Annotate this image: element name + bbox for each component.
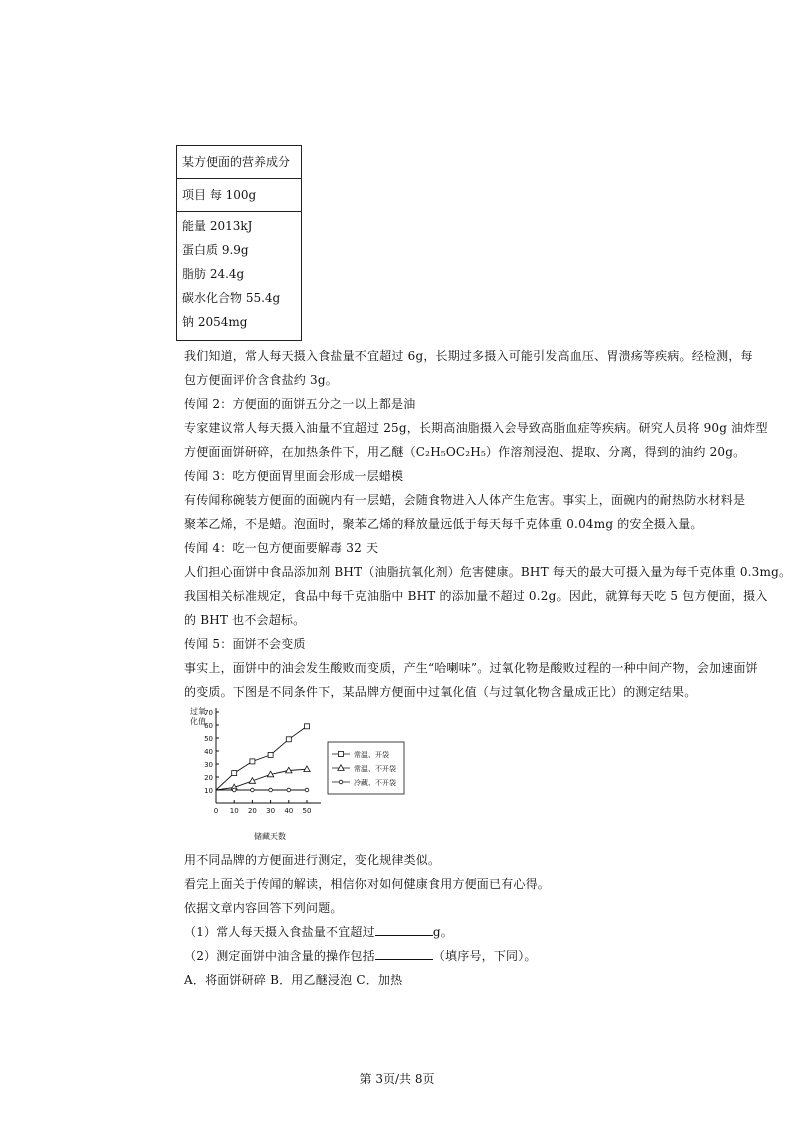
paragraph-line: 专家建议常人每天摄入油量不宜超过 25g，长期高油脂摄入会导致高脂血症等疾病。研究人员将 90g 油炸型 (184, 421, 768, 435)
question-2-options: A．将面饼研碎 B．用乙醚浸泡 C．加热 (184, 973, 403, 987)
question-1-suffix: g。 (432, 925, 453, 939)
y-tick-label: 30 (204, 761, 213, 769)
x-tick-label: 10 (229, 807, 239, 815)
section-heading: 传闻 5：面饼不会变质 (184, 637, 306, 651)
table-body (177, 212, 301, 340)
paragraph-line: 人们担心面饼中食品添加剂 BHT（油脂抗氧化剂）危害健康。BHT 每天的最大可摄入量为每千克体重 0.3mg。 (184, 565, 792, 579)
y-tick-label: 60 (204, 722, 213, 730)
x-tick-label: 40 (284, 807, 294, 815)
legend-marker (339, 752, 344, 757)
after-chart-text (184, 848, 764, 992)
data-point (269, 788, 273, 792)
data-point (287, 788, 291, 792)
page-footer: 第 3页/共 8页 (359, 1072, 435, 1086)
y-tick-label: 70 (204, 709, 213, 717)
nutrition-table (176, 145, 302, 341)
section-heading: 传闻 3：吃方便面胃里面会形成一层蜡模 (184, 469, 404, 483)
data-point (304, 766, 310, 772)
legend-label: 冷藏、不开袋 (354, 779, 396, 787)
table-header: 项目 每 100g (182, 188, 257, 202)
data-point (305, 788, 309, 792)
paragraph-line: 有传闻称碗装方便面的面碗内有一层蜡，会随食物进入人体产生危害。事实上，面碗内的耐热防水材料是 (184, 493, 746, 507)
data-point (232, 788, 236, 792)
data-point (286, 737, 291, 742)
legend-label: 常温、不开袋 (354, 765, 396, 773)
paragraph-line: 我国相关标准规定，食品中每千克油脂中 BHT 的添加量不超过 0.2g。因此，就算每天吃 5 包方便面，摄入 (184, 589, 768, 603)
x-tick-label: 20 (247, 807, 257, 815)
table-row: 蛋白质 9.9g (182, 243, 249, 257)
y-tick-label: 40 (204, 748, 213, 756)
paragraph-line: 看完上面关于传闻的解读，相信你对如何健康食用方便面已有心得。 (184, 877, 551, 891)
y-tick-label: 20 (204, 774, 213, 782)
data-point (250, 759, 255, 764)
x-tick-label: 0 (213, 807, 219, 815)
series-line-2 (216, 769, 307, 790)
y-axis-label-line-2: 化值 (190, 717, 206, 726)
x-tick-label: 50 (302, 807, 312, 815)
section-heading: 传闻 2：方便面的面饼五分之一以上都是油 (184, 397, 416, 411)
answer-blank-2[interactable] (375, 947, 433, 960)
y-axis-label: 过氧 (190, 707, 206, 716)
paragraph-line: 我们知道，常人每天摄入食盐量不宜超过 6g，长期过多摄入可能引发高血压、胃溃疡等疾病。经检测，每 (184, 349, 753, 363)
paragraph-line: 方便面面饼研碎，在加热条件下，用乙醚（C₂H₅OC₂H₅）作溶剂浸泡、提取、分离，得到的油约 20g。 (184, 445, 746, 459)
paragraph-line: 用不同品牌的方便面进行测定，变化规律类似。 (184, 853, 441, 867)
table-title-section (177, 146, 301, 179)
table-title: 某方便面的营养成分 (182, 155, 291, 169)
table-row: 能量 2013kJ (182, 219, 253, 233)
y-tick-label: 10 (204, 787, 213, 795)
data-point (251, 788, 255, 792)
question-2-text: （2）测定面饼中油含量的操作包括 (184, 949, 375, 963)
question-1 (184, 920, 764, 944)
question-1-text: （1）常人每天摄入食盐量不宜超过 (184, 925, 375, 939)
peroxide-value-chart (182, 702, 412, 842)
paragraph-line: 事实上，面饼中的油会发生酸败而变质，产生“哈喇味”。过氧化物是酸败过程的一种中间产物，会加速面饼 (184, 661, 758, 675)
section-heading: 传闻 4：吃一包方便面要解毒 32 天 (184, 541, 379, 555)
paragraph-line: 包方便面评价含食盐约 3g。 (184, 373, 338, 387)
data-point (305, 724, 310, 729)
data-point (232, 771, 237, 776)
paragraph-line: 的 BHT 也不会超标。 (184, 613, 306, 627)
article-body (184, 344, 792, 704)
x-tick-label: 30 (266, 807, 276, 815)
table-row: 脂肪 24.4g (182, 267, 245, 281)
data-point (268, 752, 273, 757)
series-line-1 (216, 726, 307, 790)
question-2 (184, 944, 764, 968)
table-header-section (177, 179, 301, 212)
paragraph-line: 依据文章内容回答下列问题。 (184, 901, 343, 915)
legend-marker (339, 780, 343, 784)
table-row: 碳水化合物 55.4g (182, 291, 281, 305)
answer-blank-1[interactable] (375, 923, 433, 936)
x-axis-label: 储藏天数 (254, 832, 286, 841)
question-2-suffix: （填序号，下同）。 (432, 949, 537, 963)
paragraph-line: 聚苯乙烯，不是蜡。泡面时，聚苯乙烯的释放量远低于每天每千克体重 0.04mg 的安全摄入量。 (184, 517, 703, 531)
paragraph-line: 的变质。下图是不同条件下，某品牌方便面中过氧化值（与过氧化物含量成正比）的测定结果。 (184, 685, 697, 699)
legend-label: 常温、开袋 (354, 751, 389, 759)
y-tick-label: 50 (204, 735, 213, 743)
table-row: 钠 2054mg (182, 315, 248, 329)
